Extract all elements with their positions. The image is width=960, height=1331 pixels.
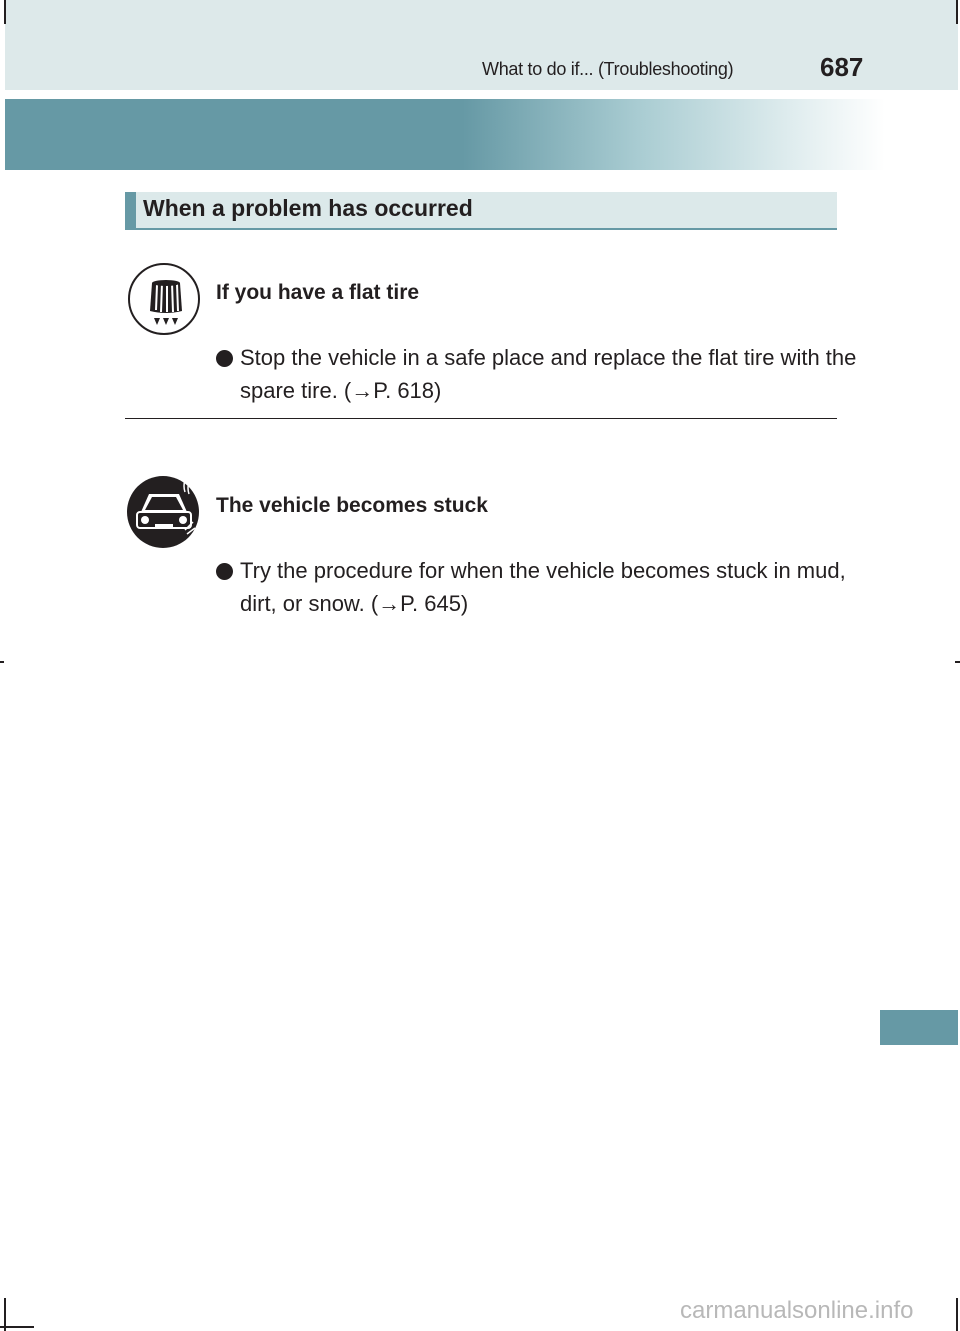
section-title: When a problem has occurred <box>143 195 473 221</box>
chapter-title: What to do if... (Troubleshooting) <box>482 59 734 79</box>
item-heading-flat-tire: If you have a flat tire <box>216 281 420 304</box>
crop-mark <box>0 661 4 663</box>
item-text-line: Try the procedure for when the vehicle becomes stuck in mud, <box>240 558 846 583</box>
decorative-gradient-band <box>5 99 885 170</box>
item-text-line: spare tire. (→P. 618) <box>240 378 442 403</box>
crop-mark <box>4 0 6 24</box>
item-text-line: Stop the vehicle in a safe place and replace the flat tire with the <box>240 345 857 370</box>
stuck-vehicle-icon <box>127 476 199 548</box>
item-heading-vehicle-stuck: The vehicle becomes stuck <box>216 494 488 517</box>
chapter-tab <box>880 1010 958 1045</box>
bullet-icon <box>216 563 233 580</box>
watermark: carmanualsonline.info <box>680 1297 914 1324</box>
bullet-icon <box>216 350 233 367</box>
crop-mark <box>956 1298 958 1331</box>
page-number: 687 <box>820 52 864 82</box>
crop-mark <box>955 661 960 663</box>
crop-mark <box>0 1326 34 1328</box>
crop-mark <box>956 0 958 24</box>
item-text-line: dirt, or snow. (→P. 645) <box>240 591 469 616</box>
divider <box>125 418 837 419</box>
flat-tire-icon <box>128 263 200 335</box>
